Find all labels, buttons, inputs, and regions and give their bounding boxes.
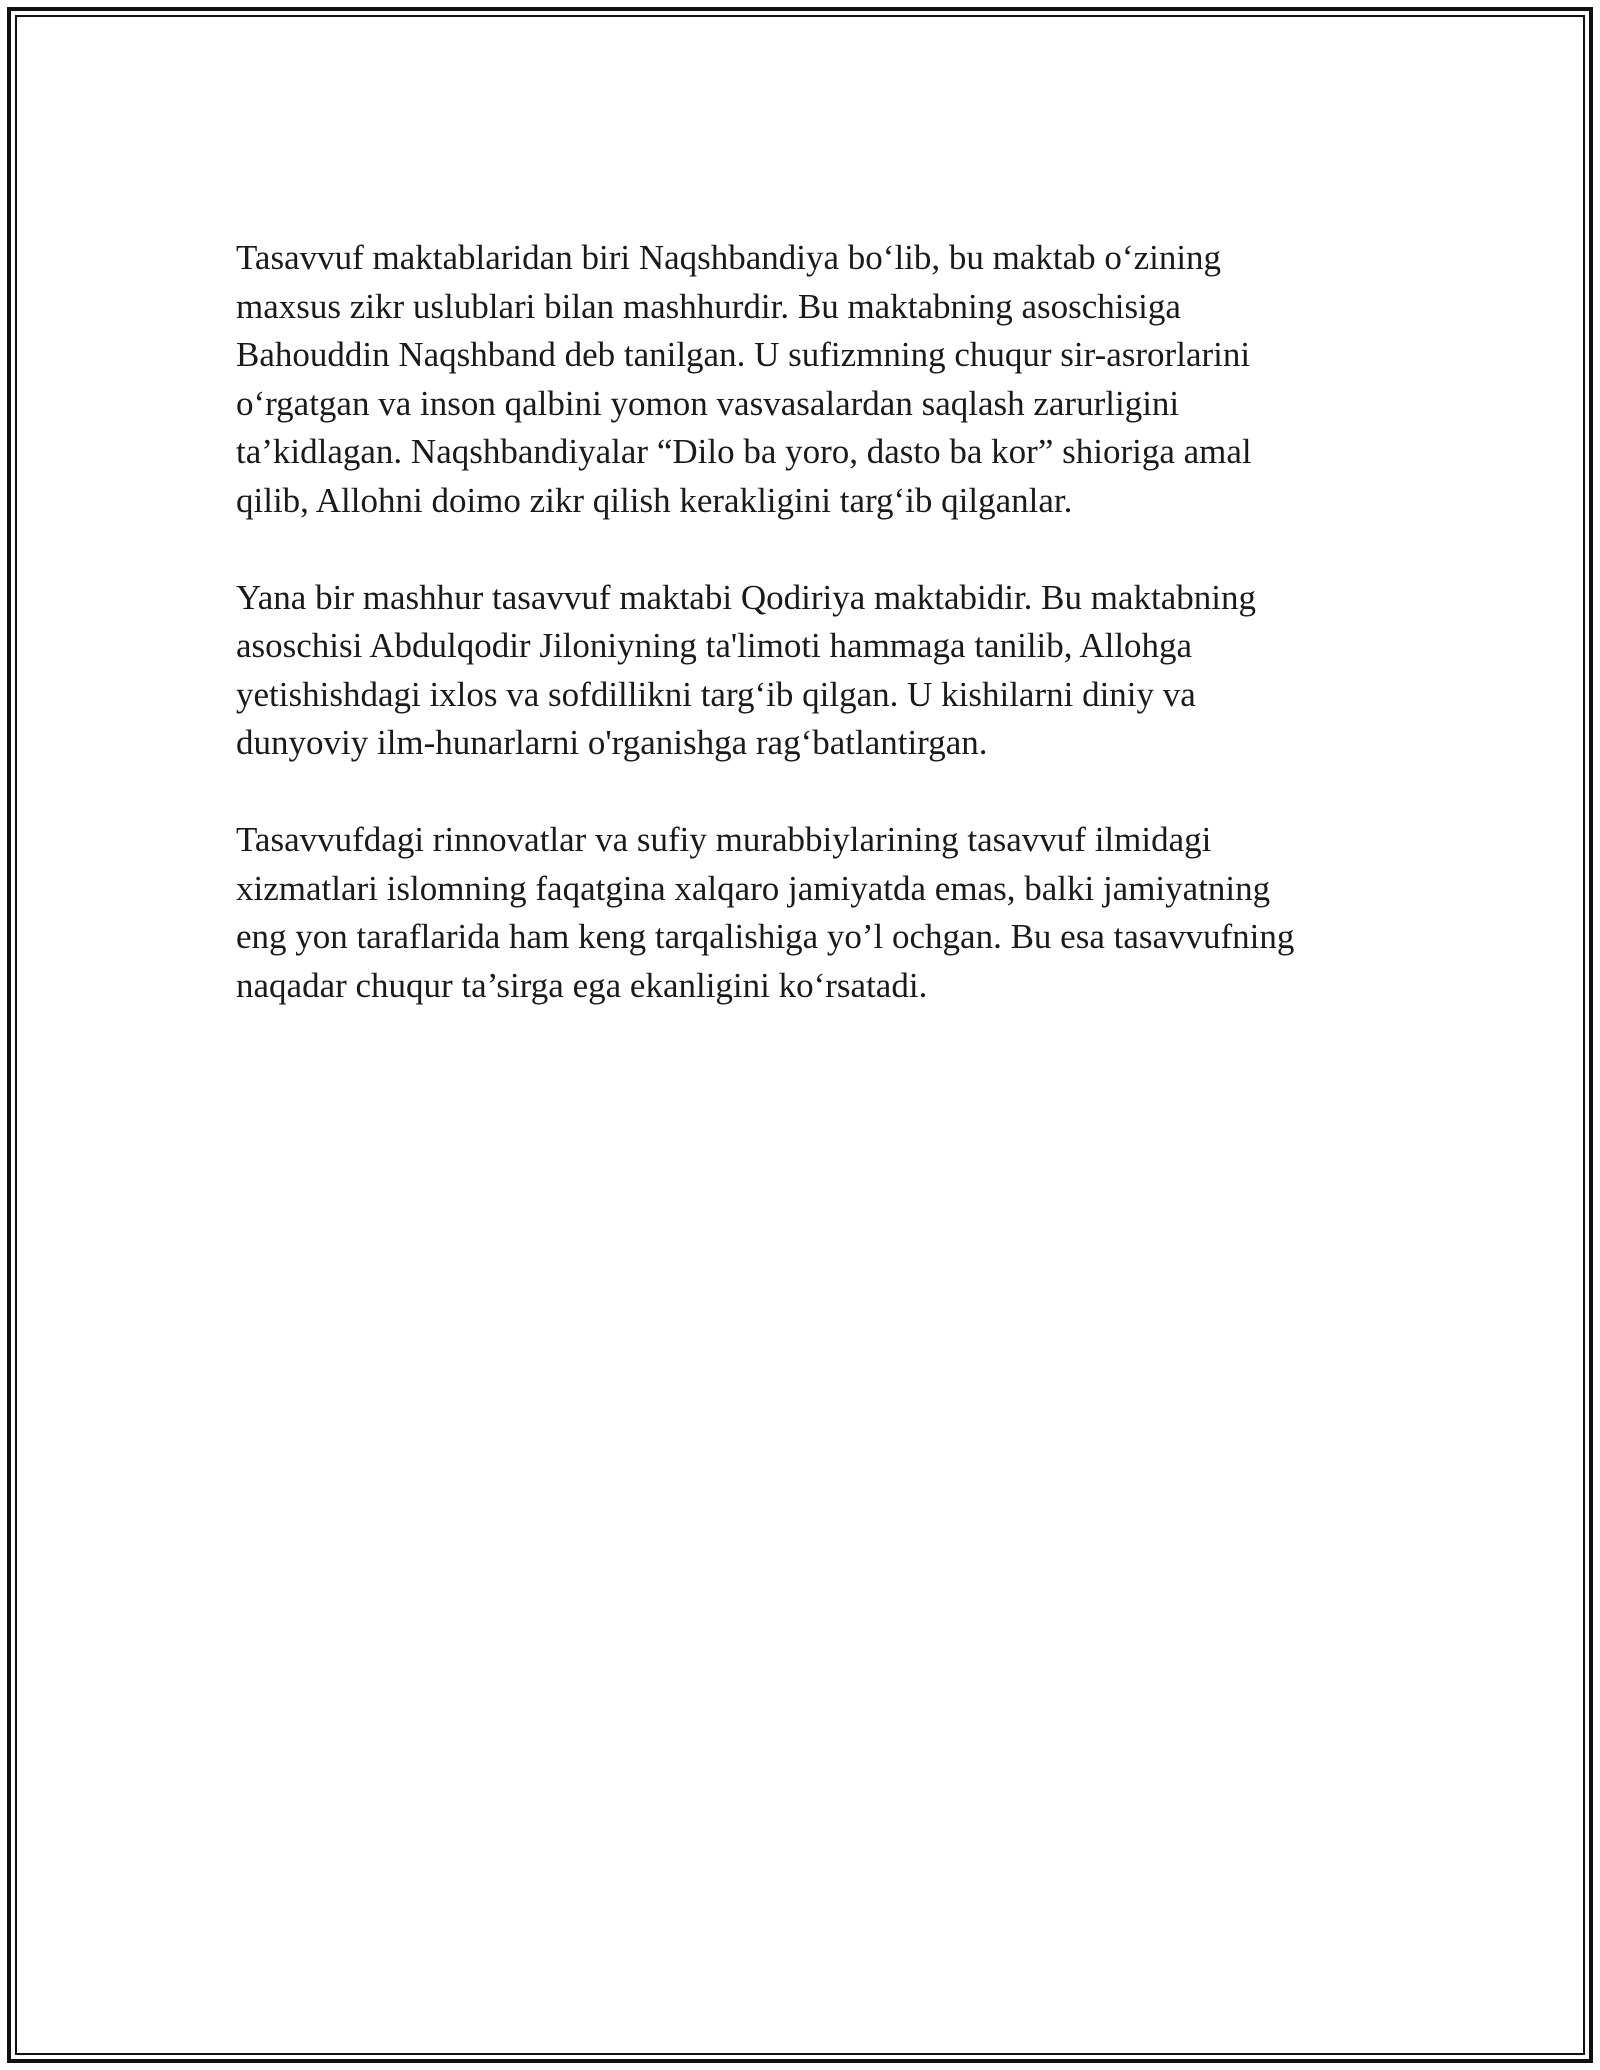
paragraph-naqshbandiya: Tasavvuf maktablaridan biri Naqshbandiya bo‘lib, bu maktab o‘zining maxsus zikr uslublari bilan mashhurdir. Bu maktabning asoschisiga Bahouddin Naqshband deb tanilgan. U sufizmning chuqur sir-asrorlarini o‘rgatgan va inson qalbini yomon vasvasalardan saqlash zarurligini ta’kidlagan. Naqshbandiyalar “Dilo ba yoro, dasto ba kor” shioriga amal qilib, Allohni doimo zikr qilish kerakligini targ‘ib qilganlar.	[236, 238, 1252, 520]
paragraph-qodiriya: Yana bir mashhur tasavvuf maktabi Qodiriya maktabidir. Bu maktabning asoschisi Abdulqodir Jiloniyning ta'limoti hammaga tanilib, Allohga yetishishdagi ixlos va sofdillikni targ‘ib qilgan. U kishilarni diniy va dunyoviy ilm-hunarlarni o'rganishga rag‘batlantirgan.	[236, 577, 1257, 762]
document-body	[236, 234, 1356, 1059]
paragraph-tasavvuf-influence: Tasavvufdagi rinnovatlar va sufiy murabbiylarining tasavvuf ilmidagi xizmatlari islomning faqatgina xalqaro jamiyatda emas, balki jamiyatning eng yon taraflarida ham keng tarqalishiga yo’l ochgan. Bu esa tasavvufning naqadar chuqur ta’sirga ega ekanligini ko‘rsatadi.	[236, 820, 1295, 1005]
